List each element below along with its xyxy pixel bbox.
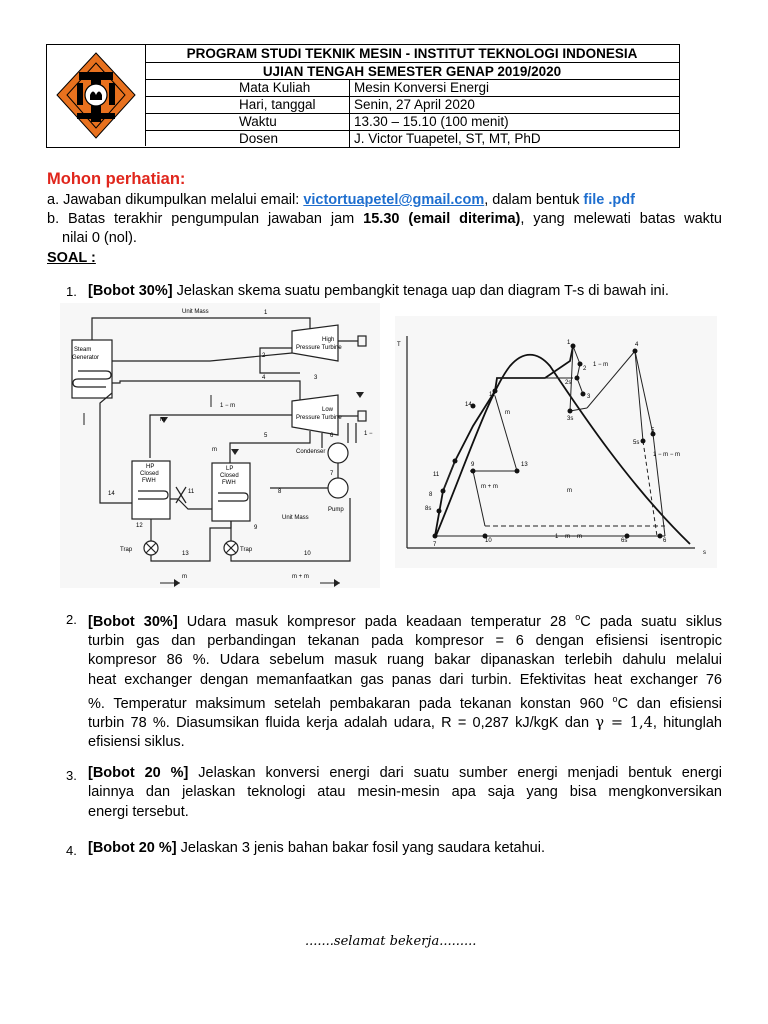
closing-note: .......selamat bekerja......... — [305, 934, 477, 949]
state-number: 2 — [262, 353, 266, 359]
ts-t-axis: T — [397, 342, 401, 348]
ts-label-m2: m — [567, 488, 572, 494]
state-number: 9 — [254, 525, 258, 531]
schematic-unit-mass: Unit Mass — [182, 309, 209, 315]
question-text: %. Temperatur maksimum setelah pembakaran pada tekanan konstan 960 — [88, 695, 613, 712]
header-value: 13.30 – 15.10 (100 menit) — [354, 114, 509, 129]
schematic-hp-fwh-3: FWH — [142, 478, 156, 484]
question-weight: [Bobot 20 %] — [88, 765, 189, 781]
header-value: J. Victor Tuapetel, ST, MT, PhD — [354, 131, 541, 146]
notice-a-prefix: a. Jawaban dikumpulkan melalui email: — [47, 192, 304, 208]
header-label: Mata Kuliah — [145, 80, 350, 96]
ts-point: 5 — [651, 428, 655, 434]
exam-header-table — [46, 44, 680, 148]
schematic-unit-mass-2: Unit Mass — [282, 515, 309, 521]
schematic-trap-1: Trap — [120, 547, 133, 553]
notice-a — [47, 191, 635, 210]
header-label: Hari, tanggal — [145, 97, 350, 113]
soal-label: SOAL : — [47, 250, 96, 266]
header-value: Senin, 27 April 2020 — [354, 97, 475, 112]
schematic-hp-fwh-2: Closed — [140, 471, 159, 477]
schematic-lp-fwh-3: FWH — [222, 480, 236, 486]
state-number: 13 — [182, 551, 189, 557]
question-line: turbin gas dan perbandingan tekanan pada kompresor = 6 dengan efisiensi isentropic — [88, 633, 722, 650]
schematic-one-minus-cut: 1 − — [364, 431, 373, 437]
schematic-lp-fwh-1: LP — [226, 466, 234, 472]
header-institution-row — [145, 45, 679, 63]
steam-plant-schematic — [60, 303, 380, 588]
header-row-date — [145, 97, 679, 114]
question-line — [88, 608, 722, 632]
question-2 — [88, 608, 722, 753]
state-number: 7 — [330, 471, 334, 477]
question-1 — [88, 282, 669, 301]
logo-cell — [47, 45, 146, 146]
question-weight: [Bobot 30%] — [88, 283, 173, 299]
header-label: Dosen — [145, 131, 350, 147]
schematic-lp-fwh-2: Closed — [220, 473, 239, 479]
state-number: 1 — [264, 310, 268, 316]
ts-point: 2 — [583, 366, 587, 372]
question-4 — [88, 839, 545, 858]
question-weight: [Bobot 30%] — [88, 613, 178, 630]
question-line — [88, 764, 722, 783]
question-text: C dan efisiensi — [617, 695, 723, 712]
notice-b — [47, 210, 722, 229]
schematic-steam-gen-2: Generator — [72, 355, 100, 361]
state-number: 12 — [136, 523, 143, 529]
question-line: kompresor 86 %. Udara sebelum masuk ruang bakar dipanaskan terlebih dahulu melalui — [88, 652, 722, 669]
schematic-lp-turbine-2: Pressure Turbine — [296, 415, 342, 421]
schematic-one-minus-m1: 1 − m — [220, 403, 236, 409]
question-line — [88, 714, 722, 733]
ts-point: 2s — [565, 380, 572, 386]
ts-point: 6 — [663, 538, 667, 544]
notice-b-prefix: b. Batas terakhir pengumpulan jawaban jam — [47, 211, 364, 227]
schematic-m1: m — [160, 417, 165, 423]
state-number: 5 — [264, 433, 268, 439]
header-row-time — [145, 114, 679, 131]
question-3 — [88, 764, 722, 822]
ts-point: 3 — [587, 394, 591, 400]
ts-label-m1-plus-m2: m + m — [481, 484, 498, 490]
ts-point: 13 — [521, 462, 528, 468]
schematic-m2: m — [212, 447, 217, 453]
institution-logo — [47, 45, 145, 146]
schematic-hp-turbine-1: High — [322, 337, 335, 343]
schematic-trap-2: Trap — [240, 547, 253, 553]
header-institution: PROGRAM STUDI TEKNIK MESIN - INSTITUT TEKNOLOGI INDONESIA — [186, 46, 638, 61]
ts-point: 6s — [621, 538, 628, 544]
notice-a-mid: , dalam bentuk — [484, 192, 584, 208]
question-text: turbin 78 %. Diasumsikan fluida kerja adalah udara, R = 0,287 kJ/kgK dan — [88, 715, 596, 732]
schematic-hp-fwh-1: HP — [146, 464, 155, 470]
question-line: efisiensi siklus. — [88, 734, 185, 751]
schematic-hp-turbine-2: Pressure Turbine — [296, 345, 342, 351]
schematic-condenser: Condenser — [296, 449, 326, 455]
ts-point: 12 — [489, 392, 496, 398]
notice-b-deadline: 15.30 (email diterima) — [363, 211, 521, 227]
schematic-m1-plus-m2: m + m — [292, 574, 309, 580]
ts-label-bottom: 1 − m − m — [555, 534, 583, 540]
email-link[interactable]: victortuapetel@gmail.com — [303, 192, 485, 208]
question-text: Jelaskan skema suatu pembangkit tenaga uap dan diagram T-s di bawah ini. — [172, 283, 669, 299]
question-number: 4. — [66, 843, 77, 858]
schematic-m1-bottom: m — [182, 574, 187, 580]
degree-symbol: o — [612, 694, 618, 705]
question-weight: [Bobot 20 %] — [88, 840, 177, 856]
ts-point: 8s — [425, 506, 432, 512]
question-text: , hitunglah — [652, 715, 722, 732]
ts-point: 8 — [429, 492, 433, 498]
header-row-lecturer — [145, 131, 679, 147]
header-label: Waktu — [145, 114, 350, 130]
question-number: 2. — [66, 612, 77, 627]
ts-point: 3s — [567, 416, 574, 422]
ts-point: 5s — [633, 440, 640, 446]
ts-s-axis: s — [703, 550, 706, 556]
question-line — [88, 690, 722, 714]
state-number: 10 — [304, 551, 311, 557]
question-number: 3. — [66, 768, 77, 783]
gamma-expression: γ = 1,4 — [595, 715, 653, 732]
ts-label-one-minus-m1-m2: 1 − m − m — [653, 452, 681, 458]
ts-point: 1 — [567, 340, 571, 346]
question-text: Jelaskan 3 jenis bahan bakar fosil yang saudara ketahui. — [176, 840, 545, 856]
ts-diagram — [395, 316, 717, 568]
state-number: 6 — [330, 433, 334, 439]
degree-symbol: o — [575, 612, 581, 622]
question-line: energi tersebut. — [88, 803, 189, 820]
notice-heading: Mohon perhatian: — [47, 170, 186, 188]
notice-b-line1 — [47, 210, 722, 229]
schematic-pump: Pump — [328, 507, 344, 513]
state-number: 11 — [188, 489, 195, 495]
header-exam: UJIAN TENGAH SEMESTER GENAP 2019/2020 — [262, 64, 562, 79]
ts-label-one-minus-m1: 1 − m — [593, 362, 609, 368]
state-number: 3 — [314, 375, 318, 381]
schematic-lp-turbine-1: Low — [322, 407, 334, 413]
schematic-steam-gen-1: Steam — [74, 347, 92, 353]
state-number: 4 — [262, 375, 266, 381]
question-text: Jelaskan konversi energi dari suatu sumber energi menjadi bentuk energi — [188, 765, 722, 781]
ts-point: 14 — [465, 402, 472, 408]
ts-point: 4 — [635, 342, 639, 348]
ts-point: 11 — [433, 472, 440, 478]
state-number: 14 — [108, 491, 115, 497]
header-row-course — [145, 80, 679, 97]
ts-label-m1: m — [505, 410, 510, 416]
ts-point: 7 — [433, 542, 437, 548]
question-line: heat exchanger dengan memanfaatkan gas panas dari turbin. Efektivitas heat exchanger 76 — [88, 671, 722, 688]
header-exam-row — [145, 63, 679, 80]
question-text: Udara masuk kompresor pada keadaan temperatur 28 — [177, 613, 576, 630]
notice-a-file: file .pdf — [583, 192, 635, 208]
question-number: 1. — [66, 284, 77, 299]
header-value: Mesin Konversi Energi — [354, 80, 490, 95]
ts-point: 10 — [485, 538, 492, 544]
question-text: C pada suatu siklus — [580, 613, 722, 630]
notice-b-suffix: , yang melewati batas waktu — [520, 211, 722, 227]
state-number: 8 — [278, 489, 282, 495]
notice-b-line2: nilai 0 (nol). — [62, 230, 137, 246]
question-line: lainnya dan jelaskan teknologi atau mesin-mesin apa saja yang bisa mengkonversikan — [88, 784, 722, 801]
ts-point: 9 — [471, 462, 475, 468]
